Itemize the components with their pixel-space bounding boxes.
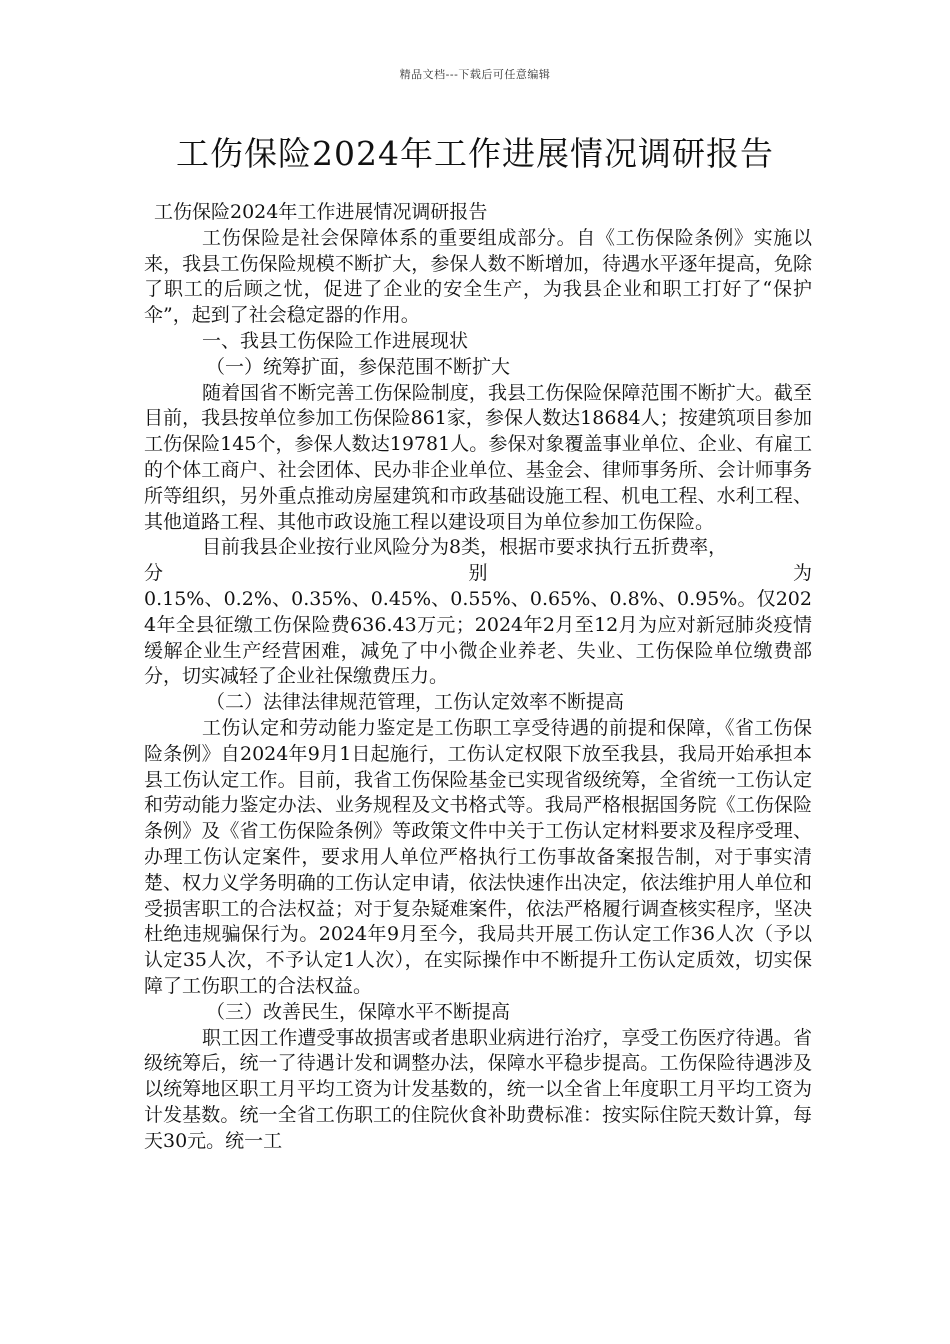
section-heading-1: 一、我县工伤保险工作进展现状 (202, 329, 469, 352)
document-title: 工伤保险2024年工作进展情况调研报告 (176, 134, 774, 173)
subsection-heading-1: （一）统筹扩面，参保范围不断扩大 (206, 355, 511, 378)
subsection-heading-2: （二）法律法律规范管理，工伤认定效率不断提高 (206, 691, 625, 714)
paragraph-coverage: 随着国省不断完善工伤保险制度，我县工伤保险保障范围不断扩大。截至目前，我县按单位参加工伤保险861家，参保人数达18684人；按建筑项目参加工伤保险145个，参保人数达19781人。参保对象覆盖事业单位、企业、有雇工的个体工商户、社会团体、民办非企业单位、基金会、律师事务所、会计师事务所等组织，另外重点推动房屋建筑和市政基础设施工程、机电工程、水利工程、其他道路工程、其他市政设施工程以建设项目为单位参加工伤保险。 (144, 381, 812, 533)
document-body (144, 200, 812, 1154)
paragraph-benefits: 职工因工作遭受事故损害或者患职业病进行治疗，享受工伤医疗待遇。省级统筹后，统一了待遇计发和调整办法，保障水平稳步提高。工伤保险待遇涉及以统筹地区职工月平均工资为计发基数的，统一以全省上年度职工月平均工资为计发基数。统一全省工伤职工的住院伙食补助费标准：按实际住院天数计算，每天30元。统一工 (144, 1026, 812, 1152)
subsection-heading-3: （三）改善民生，保障水平不断提高 (206, 1000, 511, 1023)
paragraph-intro: 工伤保险是社会保障体系的重要组成部分。自《工伤保险条例》实施以来，我县工伤保险规模不断扩大，参保人数不断增加，待遇水平逐年提高，免除了职工的后顾之忧，促进了企业的安全生产，为我县企业和职工打好了“保护伞”，起到了社会稳定器的作用。 (144, 226, 812, 327)
paragraph-rates-intro: 目前我县企业按行业风险分为8类，根据市要求执行五折费率， (202, 536, 728, 559)
paragraph-injury-determination: 工伤认定和劳动能力鉴定是工伤职工享受待遇的前提和保障，《省工伤保险条例》自2024年9月1日起施行，工伤认定权限下放至我县，我局开始承担本县工伤认定工作。目前，我省工伤保险基金已实现省级统筹，全省统一工伤认定和劳动能力鉴定办法、业务规程及文书格式等。我局严格根据国务院《工伤保险条例》及《省工伤保险条例》等政策文件中关于工伤认定材料要求及程序受理、办理工伤认定案件，要求用人单位严格执行工伤事故备案报告制，对于事实清楚、权力义学务明确的工伤认定申请，依法快速作出决定，依法维护用人单位和受损害职工的合法权益；对于复杂疑难案件，依法严格履行调查核实程序，坚决杜绝违规骗保行为。2024年9月至今，我局共开展工伤认定工作36人次（予以认定35人次，不予认定1人次），在实际操作中不断提升工伤认定质效，切实保障了工伤职工的合法权益。 (144, 716, 812, 997)
subtitle: 工伤保险2024年工作进展情况调研报告 (154, 201, 488, 223)
paragraph-rates: 0.15%、0.2%、0.35%、0.45%、0.55%、0.65%、0.8%、0.95%。仅2024年全县征缴工伤保险费636.43万元；2024年2月至12月为应对新冠肺炎疫情缓解企业生产经营困难，减免了中小微企业养老、失业、工伤保险单位缴费部分，切实减轻了企业社保缴费压力。 (144, 587, 812, 688)
header-note: 精品文档---下载后可任意编辑 (399, 68, 551, 81)
paragraph-rates-spread-line: 分 别 为 (144, 562, 812, 585)
